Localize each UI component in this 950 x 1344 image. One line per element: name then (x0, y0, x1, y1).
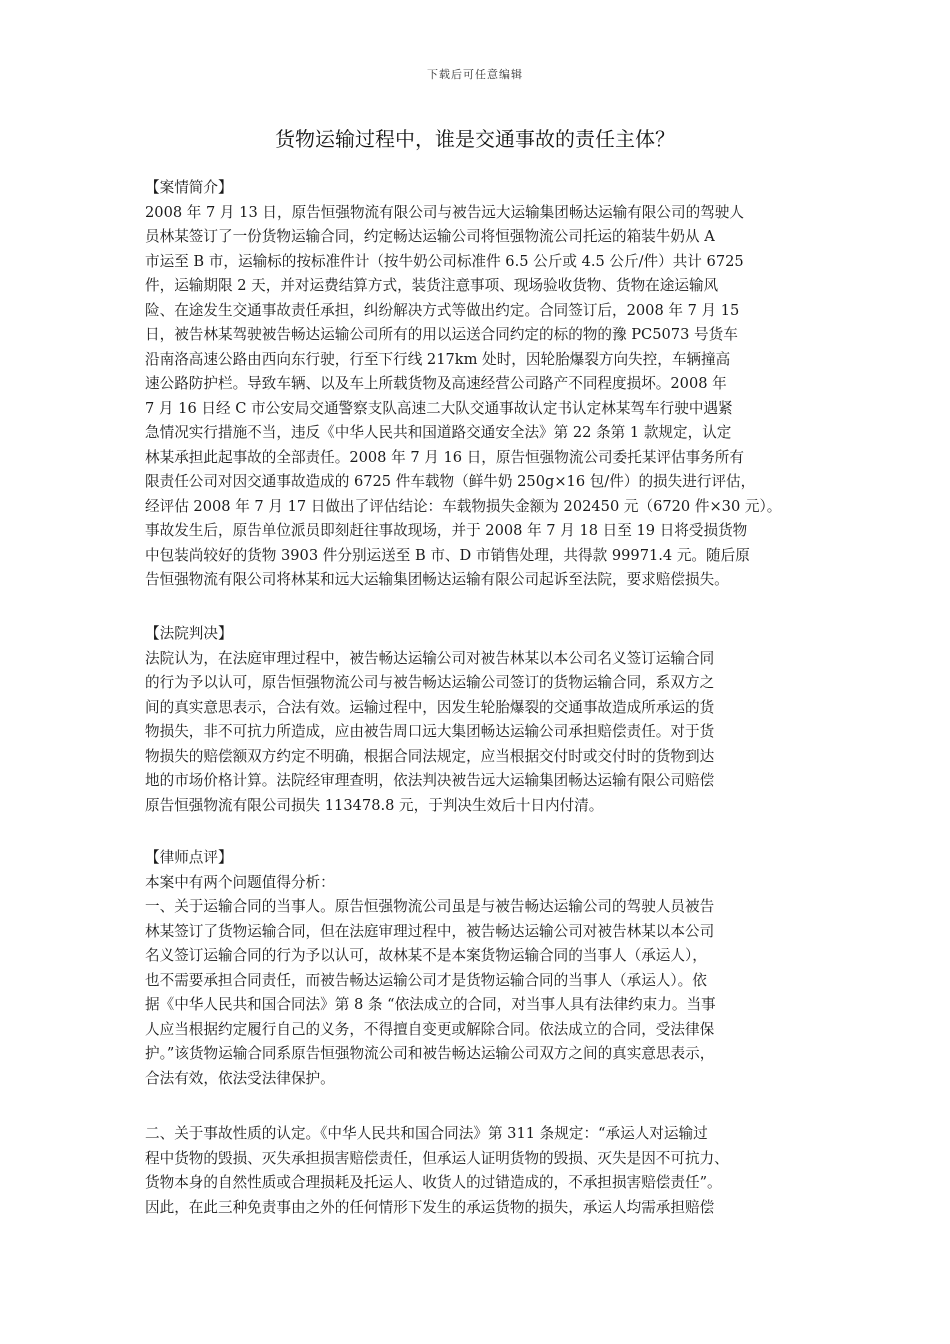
text-line: 物损失的赔偿额双方约定不明确，根据合同法规定，应当根据交付时或交付时的货物到达 (145, 747, 715, 765)
text-line: 地的市场价格计算。法院经审理查明，依法判决被告远大运输集团畅达运输有限公司赔偿 (145, 772, 715, 789)
header-note: 下载后可任意编辑 (427, 68, 523, 81)
text-line: 中包装尚较好的货物 3903 件分别运送至 B 市、D 市销售处理，共得款 99971.4 元。随后原 (145, 546, 750, 564)
text-line: 林某承担此起事故的全部责任。2008 年 7 月 16 日，原告恒强物流公司委托某评估事务所有 (145, 448, 744, 466)
text-line: 护。”该货物运输合同系原告恒强物流公司和被告畅达运输公司双方之间的真实意思表示， (145, 1045, 715, 1062)
text-line: 据《中华人民共和国合同法》第 8 条 “依法成立的合同，对当事人具有法律约束力。当事 (145, 996, 716, 1013)
document-title: 货物运输过程中，谁是交通事故的责任主体？ (275, 127, 675, 151)
text-line: 因此，在此三种免责事由之外的任何情形下发生的承运货物的损失，承运人均需承担赔偿 (145, 1198, 715, 1216)
text-line: 的行为予以认可，原告恒强物流公司与被告畅达运输公司签订的货物运输合同，系双方之 (145, 674, 715, 691)
text-line: 险、在途发生交通事故责任承担，纠纷解决方式等做出约定。合同签订后，2008 年 7 月 15 (145, 301, 740, 319)
text-line: 7 月 16 日经 C 市公安局交通警察支队高速二大队交通事故认定书认定林某驾车行驶中遇紧 (145, 399, 733, 417)
section-court-judgment (145, 622, 825, 818)
text-line: 林某签订了货物运输合同，但在法庭审理过程中，被告畅达运输公司对被告林某以本公司 (145, 922, 715, 940)
text-line: 间的真实意思表示，合法有效。运输过程中，因发生轮胎爆裂的交通事故造成所承运的货 (145, 698, 715, 716)
text-line: 二、关于事故性质的认定。《中华人民共和国合同法》第 311 条规定：“承运人对运输过 (145, 1125, 708, 1142)
text-line: 原告恒强物流有限公司损失 113478.8 元，于判决生效后十日内付清。 (145, 796, 604, 814)
text-line: 人应当根据约定履行自己的义务，不得擅自变更或解除合同。依法成立的合同，受法律保 (145, 1020, 715, 1038)
text-line: 本案中有两个问题值得分析： (145, 873, 335, 891)
text-line: 一、关于运输合同的当事人。原告恒强物流公司虽是与被告畅达运输公司的驾驶人员被告 (145, 898, 715, 915)
text-line: 日，被告林某驾驶被告畅达运输公司所有的用以运送合同约定的标的物的豫 PC5073 号货车 (145, 326, 738, 343)
text-line: 货物本身的自然性质或合理损耗及托运人、收货人的过错造成的，不承担损害赔偿责任”。 (145, 1174, 722, 1191)
text-line: 也不需要承担合同责任，而被告畅达运输公司才是货物运输合同的当事人（承运人）。依 (145, 971, 707, 989)
section-lawyer-comment (145, 846, 825, 1091)
text-line: 【律师点评】 (145, 849, 233, 866)
text-line: 2008 年 7 月 13 日，原告恒强物流有限公司与被告远大运输集团畅达运输有限公司的驾驶人 (145, 203, 744, 221)
section-accident-nature (145, 1122, 825, 1220)
text-line: 【法院判决】 (145, 625, 233, 642)
text-line: 名义签订运输合同的行为予以认可，故林某不是本案货物运输合同的当事人（承运人）， (145, 947, 707, 964)
section-case-summary (145, 176, 825, 593)
text-line: 急情况实行措施不当，违反《中华人民共和国道路交通安全法》第 22 条第 1 款规定，认定 (145, 424, 732, 441)
text-line: 告恒强物流有限公司将林某和远大运输集团畅达运输有限公司起诉至法院，要求赔偿损失。 (145, 571, 729, 588)
text-line: 限责任公司对因交通事故造成的 6725 件车载物（鲜牛奶 250g×16 包/件）的损失进行评估， (145, 473, 756, 490)
text-line: 程中货物的毁损、灭失承担损害赔偿责任，但承运人证明货物的毁损、灭失是因不可抗力、 (145, 1149, 729, 1167)
text-line: 速公路防护栏。导致车辆、以及车上所载货物及高速经营公司路产不同程度损坏。2008 年 (145, 375, 727, 392)
text-line: 员林某签订了一份货物运输合同，约定畅达运输公司将恒强物流公司托运的箱装牛奶从 A (145, 228, 715, 245)
text-line: 法院认为，在法庭审理过程中，被告畅达运输公司对被告林某以本公司名义签订运输合同 (145, 649, 715, 667)
text-line: 沿南洛高速公路由西向东行驶，行至下行线 217km 处时，因轮胎爆裂方向失控，车辆撞高 (145, 350, 731, 368)
text-line: 【案情简介】 (145, 179, 233, 196)
text-line: 事故发生后，原告单位派员即刻赶往事故现场，并于 2008 年 7 月 18 日至 19 日将受损货物 (145, 522, 748, 539)
text-line: 物损失，非不可抗力所造成，应由被告周口远大集团畅达运输公司承担赔偿责任。对于货 (145, 723, 715, 740)
text-line: 经评估 2008 年 7 月 17 日做出了评估结论：车载物损失金额为 202450 元（6720 件×30 元）。 (145, 497, 782, 515)
text-line: 市运至 B 市，运输标的按标准件计（按牛奶公司标准件 6.5 公斤或 4.5 公斤/件）共计 6725 (145, 252, 744, 270)
text-line: 件，运输期限 2 天，并对运费结算方式，装货注意事项、现场验收货物、货物在途运输风 (145, 277, 719, 294)
text-line: 合法有效，依法受法律保护。 (145, 1069, 335, 1087)
